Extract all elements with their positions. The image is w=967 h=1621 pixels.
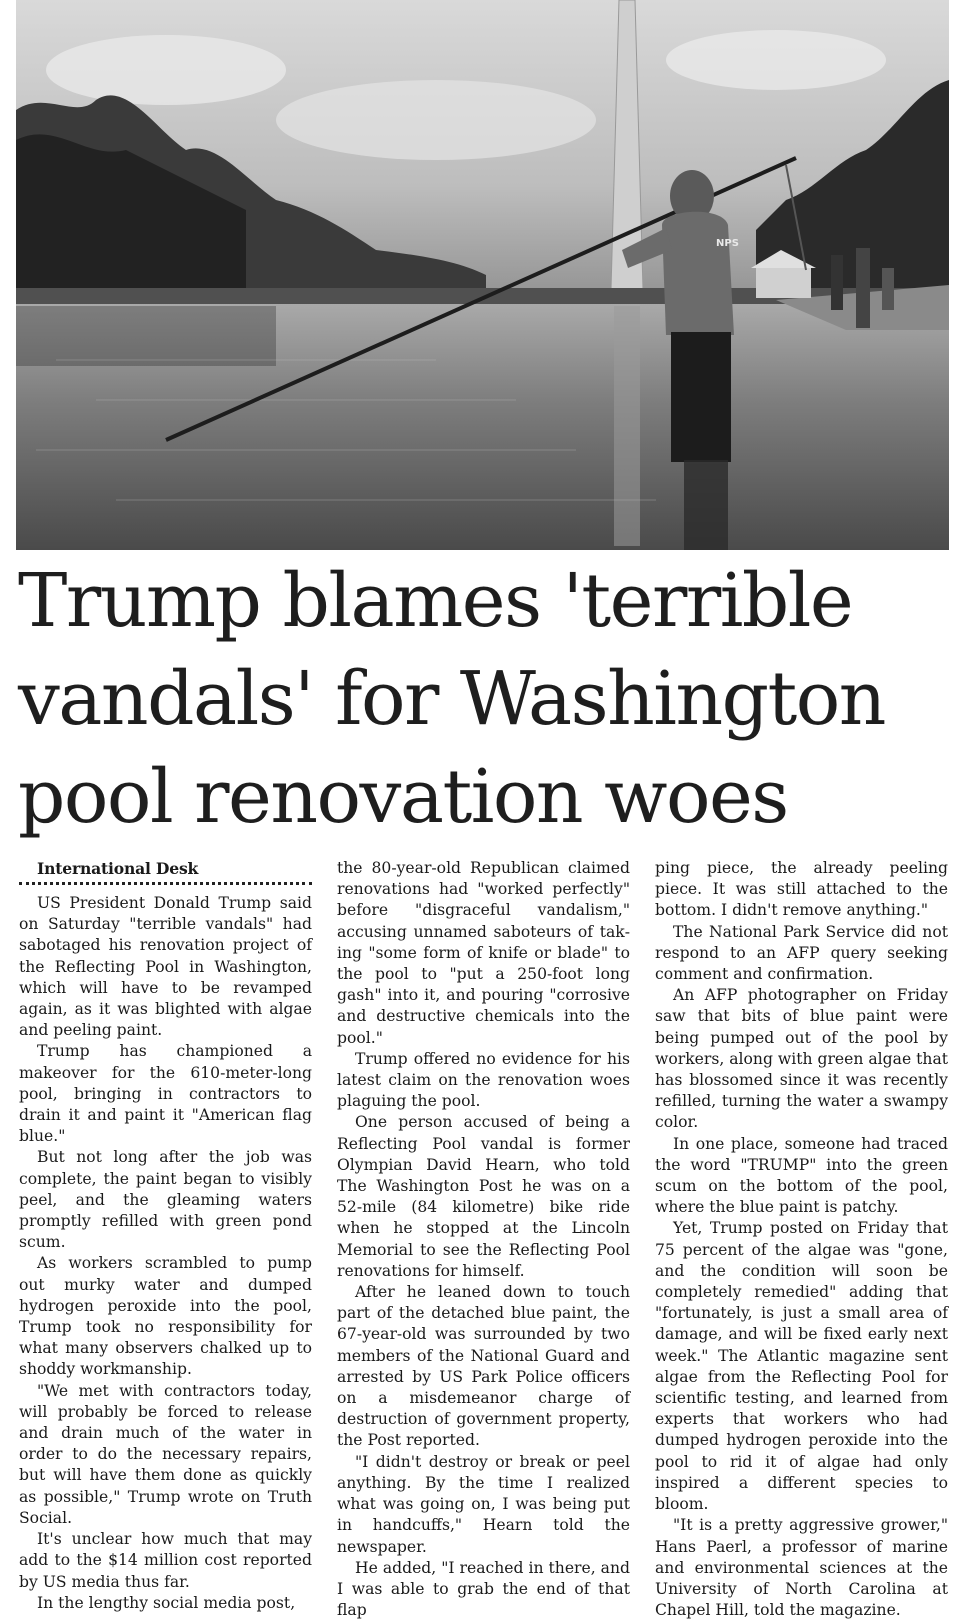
paragraph: "I didn't destroy or break or peel anything. By the time I realized what was going on, I was being put in handcuffs," Hearn told the newspaper. — [337, 1452, 630, 1556]
article-column-1 — [19, 858, 312, 1614]
paragraph: An AFP photographer on Friday saw that bits of blue paint were being pumped out of the pool by workers, along with green algae that has blossomed since it was recently refilled, turning the water a swampy color. — [655, 986, 949, 1132]
nps-shirt-text: NPS — [716, 238, 739, 249]
paragraph: "It is a pretty aggressive grower," Hans Paerl, a professor of marine and environmental sciences at the University of North Carolina at Chapel Hill, told the magazine. — [655, 1516, 948, 1620]
paragraph: US President Donald Trump said on Saturday "terrible vandals" had sabotaged his renovation project of the Reflecting Pool in Washington, which will have to be revamped again, as it was blighted with algae and peeling paint. — [19, 894, 312, 1040]
paragraph: Trump offered no evidence for his latest claim on the renovation woes plaguing the pool. — [337, 1049, 630, 1111]
article-column-2 — [337, 858, 630, 1621]
article-headline: Trump blames 'terrible vandals' for Washington pool renovation woes — [18, 558, 885, 840]
paragraph: He added, "I reached in there, and I was able to grab the end of that flap — [337, 1558, 630, 1620]
desk-label: International Desk — [37, 859, 199, 878]
article-photo — [16, 0, 949, 550]
paragraph: "We met with contractors today, will probably be forced to release and drain much of the water in order to do the necessary repairs, but will have them done as quickly as possible," Trump wrote on Truth Social. — [19, 1381, 312, 1527]
paragraph: After he leaned down to touch part of the detached blue paint, the 67-year-old was surrounded by two members of the National Guard and arrested by US Park Police officers on a misdemeanor charge of destruction of government property, the Post reported. — [337, 1283, 630, 1450]
paragraph: In one place, someone had traced the word "TRUMP" into the green scum on the bottom of the pool, where the blue paint is patchy. — [655, 1134, 948, 1217]
paragraph: Trump has championed a makeover for the 610-meter-long pool, bringing in contractors to drain it and paint it "American flag blue." — [19, 1042, 312, 1146]
paragraph: The National Park Service did not respond to an AFP query seeking comment and confirmation. — [655, 922, 948, 984]
paragraph: But not long after the job was complete, the paint began to visibly peel, and the gleaming waters promptly refilled with green pond scum. — [19, 1148, 312, 1252]
paragraph: ping piece, the already peeling piece. It was still attached to the bottom. I didn't remove anything." — [655, 859, 948, 920]
photo-reflecting-pool-icon — [16, 0, 949, 550]
paragraph: As workers scrambled to pump out murky water and dumped hydrogen peroxide into the pool, Trump took no responsibility for what many observers chalked up to shoddy workmanship. — [19, 1254, 312, 1379]
paragraph: Yet, Trump posted on Friday that 75 percent of the algae was "gone, and the condition will soon be completely remedied" adding that "fortunately, is just a small area of damage, and will be fixed early next week." The Atlantic magazine sent algae from the Reflecting Pool for scientific testing, and learned from experts that workers who had dumped hydrogen peroxide into the pool to rid it of algae had only inspired a different species to bloom. — [655, 1219, 948, 1514]
paragraph: In the lengthy social media post, — [37, 1593, 296, 1612]
desk-divider — [19, 882, 312, 885]
paragraph: the 80-year-old Republican claimed renovations had "worked perfectly" before "disgraceful vandalism," accusing unnamed saboteurs of taking "some form of knife or blade" to the pool to "put a 250-foot long gash" into it, and pouring "corrosive and destructive chemicals into the pool." — [337, 859, 630, 1047]
article-column-3 — [655, 858, 948, 1621]
paragraph: It's unclear how much that may add to the $14 million cost reported by US media thus far. — [19, 1530, 312, 1591]
paragraph: One person accused of being a Reflecting Pool vandal is former Olympian David Hearn, who told The Washington Post he was on a 52-mile (84 kilometre) bike ride when he stopped at the Lincoln Memorial to see the Reflecting Pool renovations for himself. — [337, 1113, 630, 1280]
